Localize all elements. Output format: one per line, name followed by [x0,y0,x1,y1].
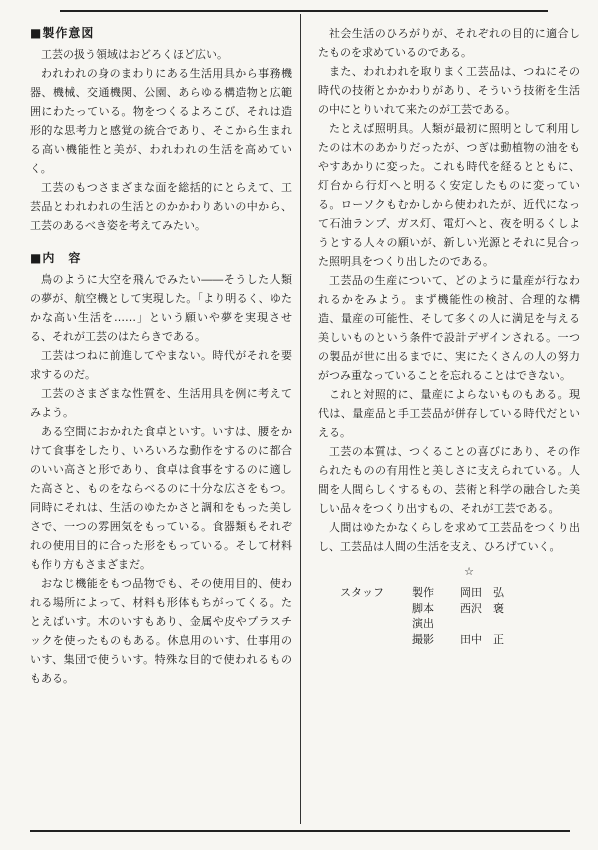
column-divider [300,14,301,824]
paragraph: 人間はゆたかなくらしを求めて工芸品をつくり出し、工芸品は人間の生活を支え、ひろげていく。 [318,521,580,553]
staff-name: 西沢 褒 [460,602,504,615]
staff-name: 田中 正 [460,633,504,646]
staff-role: 製作 [412,586,434,599]
paragraph: 工芸品の生産について、どのように量産が行なわれるかをみよう。まず機能性の検討、合理的な構造、量産の可能性、そして多くの人に満足を与える美しいものという条件で設計デザインされる。一つの製品が世に出るまでに、実にたくさんの人の努力がつみ重なっていることを忘れることはできない。 [318,274,580,382]
paragraph: 工芸はつねに前進してやまない。時代がそれを要求するのだ。 [30,349,292,381]
left-column [30,24,292,688]
bottom-rule [30,830,570,832]
paragraph: 工芸の扱う領域はおどろくほど広い。 [41,48,228,61]
paragraph: 工芸のさまざまな性質を、生活用具を例に考えてみよう。 [30,387,292,419]
right-column [318,24,580,647]
star-ornament: ☆ [464,565,474,578]
staff-role: 脚本 演出 [412,602,434,630]
top-rule [60,10,548,12]
paragraph: おなじ機能をもつ品物でも、その使用目的、使われる場所によって、材料も形体もちがってくる。たとえばいす。木のいすもあり、金属や皮やプラスチックを使ったものもある。休息用のいす、仕事用のいす、集団で使ういす。特殊な目的で使われるものもある。 [30,577,292,685]
paragraph: 工芸の本質は、つくることの喜びにあり、その作られたものの有用性と美しさに支えられている。人間を人間らしくするもの、芸術と科学の融合した美しい品々をつくり出すもの、それが工芸である。 [318,445,580,515]
staff-label: スタッフ [340,586,384,599]
heading-contents: ■内 容 [30,251,82,265]
heading-production-intent: ■製作意図 [30,26,95,40]
paragraph: また、われわれを取りまく工芸品は、つねにその時代の技術とかかわりがあり、そういう技術を生活の中にとりいれて来たのが工芸である。 [318,65,580,116]
paragraph: ある空間におかれた食卓といす。いすは、腰をかけて食事をしたり、いろいろな動作をするのに都合のいい高さと形であり、食卓は食事をするのに適した高さと、ものをならべるのに十分な広さをもつ。同時にそれは、生活のゆたかさと調和をもった美しさで、一つの雰囲気をもっている。食器類もそれぞれの使用目的に合った形をもっている。そして材料も作り方もさまざまだ。 [30,425,292,571]
paragraph: われわれの身のまわりにある生活用具から事務機器、機械、交通機関、公園、あらゆる構造物と広範囲にわたっている。物をつくるよろこび、それは造形的な思考力と感覚の統合であり、そこから生まれる高い機能性と美が、われわれの生活を高めていく。 [30,67,292,175]
paragraph: これと対照的に、量産によらないものもある。現代は、量産品と手工芸品が併存している時代だといえる。 [318,388,580,439]
staff-role: 撮影 [412,633,434,646]
paragraph: たとえば照明具。人類が最初に照明として利用したのは木のあかりだったが、つぎは動植物の油をもやすあかりに変った。これも時代を経るとともに、灯台から行灯へと明るく安定したものに変っている。ローソクもむかしから使われたが、近代になって石油ランプ、ガス灯、電灯へと、夜を明るくしようとする人々の願いが、新しい光源とそれに見合った照明具をつくり出したのである。 [318,122,580,268]
staff-credits [340,585,580,647]
staff-name: 岡田 弘 [460,586,504,599]
paragraph: 工芸のもつさまざまな面を総括的にとらえて、工芸品とわれわれの生活とのかかわりあいの中から、工芸のあるべき姿を考えてみたい。 [30,181,292,232]
paragraph: 社会生活のひろがりが、それぞれの目的に適合したものを求めているのである。 [318,27,580,59]
paragraph: 鳥のように大空を飛んでみたい――そうした人類の夢が、航空機として実現した。「より明るく、ゆたかな高い生活を……」という願いや夢を実現させる、それが工芸のはたらきである。 [30,273,292,343]
